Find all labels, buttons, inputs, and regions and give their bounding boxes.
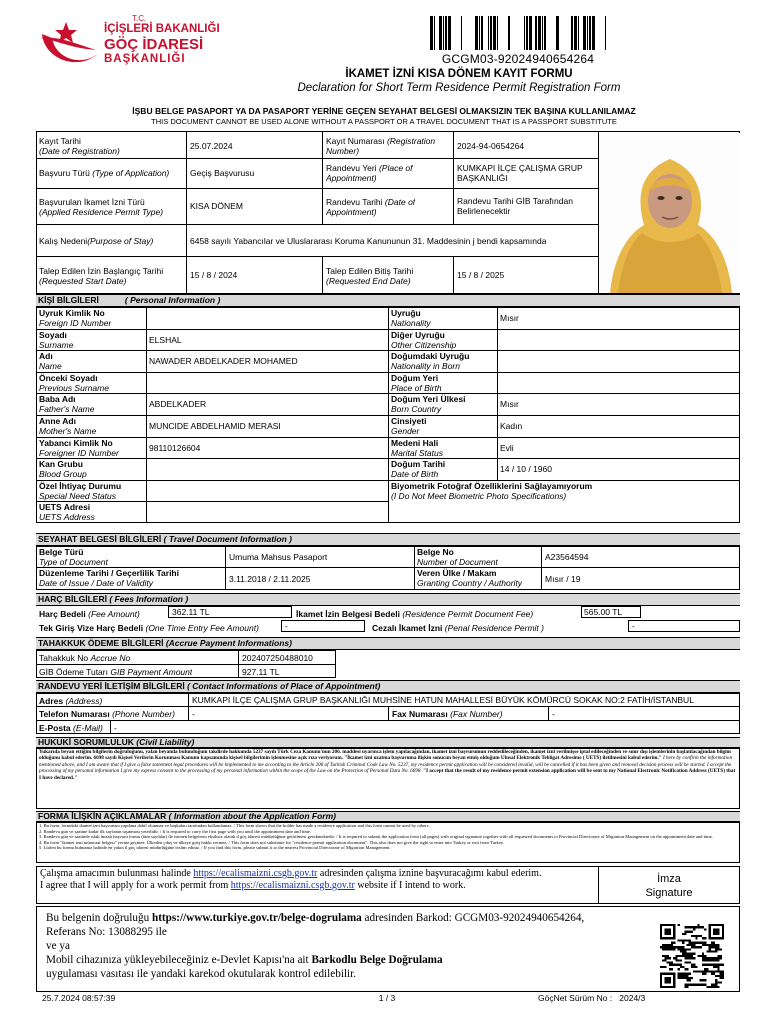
logo-line1: İÇİŞLERİ BAKANLIĞI bbox=[104, 23, 220, 35]
warning-tr: İŞBU BELGE PASAPORT YA DA PASAPORT YERİNE GEÇEN SEYAHAT BELGESİ OLMAKSIZIN TEK BAŞINA KULLANILAMAZ bbox=[132, 106, 636, 116]
harc-bedeli-value: 362.11 TL bbox=[172, 607, 210, 617]
person-label-left: Anne Adı Mother's Name bbox=[39, 416, 97, 436]
form-title: İKAMET İZNİ KISA DÖNEM KAYIT FORMU bbox=[345, 68, 573, 80]
person-label-right: Medeni Hali Marital Status bbox=[391, 438, 443, 458]
person-label-right: Doğum Yeri Ülkesi Born Country bbox=[391, 394, 466, 414]
person-value-left: ELSHAL bbox=[149, 335, 182, 345]
qr-code bbox=[660, 924, 724, 988]
person-label-right: Diğer Uyruğu Other Citizenship bbox=[391, 330, 457, 350]
eposta-label: E-Posta (E-Mail) bbox=[39, 723, 103, 733]
belge-turu-value: Umuma Mahsus Pasaport bbox=[229, 552, 328, 562]
person-label-right: Doğum Yeri Place of Birth bbox=[391, 373, 442, 393]
barcode-text: GCGM03-92024940654264 bbox=[441, 52, 595, 66]
ceza-label: Cezalı İkamet İzni (Penal Residence Permit ) bbox=[372, 623, 544, 633]
person-label-left: Yabancı Kimlik No Foreigner ID Number bbox=[39, 438, 119, 458]
person-label-left: Soyadı Surname bbox=[39, 330, 74, 350]
person-label-right: Uyruğu Nationality bbox=[391, 308, 431, 328]
telefon-value: - bbox=[192, 709, 195, 719]
person-value-right: Kadın bbox=[500, 421, 523, 431]
vize-value: - bbox=[285, 621, 288, 631]
kayit-no-value: 2024-94-0654264 bbox=[457, 141, 525, 151]
basvuru-turu-label: Başvuru Türü (Type of Application) bbox=[39, 168, 170, 178]
section-harc: HARÇ BİLGİLERİ ( Fees Information ) bbox=[36, 593, 740, 606]
person-label-left: Kan Grubu Blood Group bbox=[39, 459, 87, 479]
footer-version: GöçNet Sürüm No : 2024/3 bbox=[538, 993, 646, 1003]
gecerlilik-label: Düzenleme Tarihi / Geçerlilik Tarihi Date of Issue / Date of Validity bbox=[39, 568, 179, 588]
bitis-value: 15 / 8 / 2025 bbox=[457, 270, 505, 280]
person-value-right: Mısır bbox=[500, 399, 519, 409]
form-info-item: 5. Lütfen bu formu bulmanız halinde en yakın il göç idaresi müdürlüğüne teslim ediniz. / If you find this form, please submit it to the nearest Provincial Directorate of Migration Management. bbox=[39, 845, 391, 851]
kalis-nedeni-label: Kalış Nedeni(Purpose of Stay) bbox=[39, 236, 154, 246]
person-label-right: Doğum Tarihi Date of Birth bbox=[391, 459, 446, 479]
belge-bedeli-label: İkamet İzin Belgesi Bedeli (Residence Permit Document Fee) bbox=[296, 609, 534, 619]
form-title-en: Declaration for Short Term Residence Permit Registration Form bbox=[297, 82, 621, 94]
section-hukuki: HUKUKİ SORUMLULUK (Civil Liability) bbox=[36, 737, 740, 748]
form-info-item: 1. Bu form, formdaki ikamet izni başvurusu yapılana dahil olunmaz ve başkaları tarafından kullanılamaz. / This form shows that the holder has made a residence application and this form cannot be used by others. bbox=[39, 823, 430, 828]
form-info-item: 3. Randevu gün ve saatinde ıslak imzalı başvuru formu (tüm sayfalar) ile istenen belgelerin eksiksiz olarak il göç idaresi müdürlüğüne getirilmesi gerekmektedir. / It is required to submit the application form (all pages) with original signature together with all requested documents to Provincial Directorate of Migration Management on the appointment date and time. bbox=[39, 834, 713, 840]
person-value-left: NAWADER ABDELKADER MOHAMED bbox=[149, 356, 298, 366]
logo-line2: GÖÇ İDARESİ bbox=[104, 36, 204, 53]
telefon-label: Telefon Numarası (Phone Number) bbox=[39, 709, 175, 719]
izin-turu-label: Başvurulan İkamet İzni Türü (Applied Residence Permit Type) bbox=[39, 197, 164, 217]
adres-label: Adres (Address) bbox=[39, 696, 103, 706]
person-value-right: 14 / 10 / 1960 bbox=[500, 464, 552, 474]
person-label-left: Uyruk Kimlik No Foreign ID Number bbox=[39, 308, 112, 328]
bitis-label: Talep Edilen Bitiş Tarihi (Requested End Date) bbox=[326, 266, 414, 286]
belge-bedeli-value: 565.00 TL bbox=[584, 607, 623, 617]
work-permit-text: Çalışma amacımın bulunması halinde https://ecalismaizni.csgb.gov.tr adresinden çalışma iznine başvuracağımı kabul ederim. I agree that I will apply for a work permit from https://ecalismaizni.csgb.gov.tr website if I intend to work. bbox=[40, 868, 542, 891]
barcode bbox=[430, 16, 606, 50]
biometric-note: Biyometrik Fotoğraf Özelliklerini Sağlayamıyorum (I Do Not Meet Biometric Photo Specifications) bbox=[391, 481, 593, 501]
signature-label: İmza Signature bbox=[645, 873, 693, 899]
person-label-right: Cinsiyeti Gender bbox=[391, 416, 427, 436]
belge-no-value: A23564594 bbox=[545, 552, 589, 562]
footer-datetime: 25.7.2024 08:57:39 bbox=[42, 993, 116, 1003]
izin-turu-value: KISA DÖNEM bbox=[190, 201, 243, 211]
kayit-no-label: Kayıt Numarası (Registration Number) bbox=[326, 136, 436, 156]
footer-page: 1 / 3 bbox=[378, 993, 396, 1003]
gib-tutar-value: 927.11 TL bbox=[242, 667, 280, 677]
verification-text: Bu belgenin doğruluğu https://www.turkiye.gov.tr/belge-dogrulama adresinden Barkod: GCGM03-92024940654264, Referans No: 13088295 ile ve ya Mobil cihazınıza yükleyebileceğiniz e-Devlet Kapısı'na ait Barkodlu Belge Doğrulama uygulaması vasıtası ile yandaki karekod okutularak kontrol edilebilir. bbox=[46, 912, 585, 980]
harc-bedeli-label: Harç Bedeli (Fee Amount) bbox=[39, 609, 140, 619]
randevu-yeri-value: KUMKAPI İLÇE ÇALIŞMA GRUP BAŞKANLIĞI bbox=[457, 163, 583, 183]
gib-tutar-label: GİB Ödeme Tutarı GIB Payment Amount bbox=[39, 667, 193, 677]
person-value-right: Mısır bbox=[500, 313, 519, 323]
baslangic-value: 15 / 8 / 2024 bbox=[190, 270, 238, 280]
belge-turu-label: Belge Türü Type of Document bbox=[39, 547, 108, 567]
form-info-item: 2. Randevu gün ve saatine kadar ilk sayfanın taşınması yeterlidir. / It is required to carry the first page with you until the appointment date and time. bbox=[39, 828, 312, 834]
person-value-left: MUNCIDE ABDELHAMID MERASI bbox=[149, 421, 281, 431]
belge-no-label: Belge No Number of Document bbox=[417, 547, 498, 567]
civil-liability-text: Yukarıda beyan ettiğim bilgilerin doğruluğunu, yalan beyanda bulunduğum takdirde hakkımda 5237 sayılı Türk Ceza Kanunu'nun 206. maddesi uyarınca işlem yapılacağından, ikamet izni başvurumun reddedileceğinden, ikamet izni verilmişse iptal edileceğinden ve sınır dışı işlemlerinin başlatılacağından bilgim olduğunu kabul ederim. 6698 sayılı Kişisel Verilerin Korunması Kanunu kapsamında kişisel bilgilerimin işlenmesine açık rıza veriyorum. "İkamet izni uzatma başvuruma ilişkin sonucun beyan etmiş olduğum Ulusal Elektronik Tebligat Adresime ( UETS) iletilmesini kabul ederim." I here by confirm the information mentioned above, and I am aware that if I give a false statement legal procedures will be implemented to me according to the Article 206 of Turkish Criminal Code Law No. 5237, my residence permit application will be considered invalid, will be cancelled if it has been given and removal decision process will be started. I accept the processing of my personal information I give my express consent to the processing of my personal information within the scope of the Law on the Protection of Personal Data No. 6698. "I accept that the result of my residence permit extension application will be sent to my National Electronic Notification Address (UETS) that I have declared." bbox=[39, 749, 736, 781]
section-seyahat: SEYAHAT BELGESİ BİLGİLERİ ( Travel Document Information ) bbox=[36, 533, 740, 546]
kayit-tarihi-value: 25.07.2024 bbox=[190, 141, 233, 151]
logo-text bbox=[104, 14, 220, 66]
fax-value: - bbox=[552, 709, 555, 719]
form-info-list bbox=[39, 823, 737, 862]
person-label-left: Baba Adı Father's Name bbox=[39, 394, 95, 414]
person-label-left: Adı Name bbox=[39, 351, 62, 371]
verification-url[interactable]: https://www.turkiye.gov.tr/belge-dogrulama bbox=[151, 912, 362, 924]
person-value-left: ABDELKADER bbox=[149, 399, 207, 409]
applicant-photo bbox=[600, 133, 740, 293]
warning-en: THIS DOCUMENT CANNOT BE USED ALONE WITHOUT A PASSPORT OR A TRAVEL DOCUMENT THAT IS A PASSPORT SUBSTITUTE bbox=[151, 117, 617, 126]
person-label-left: Özel İhtiyaç Durumu Special Need Status bbox=[39, 481, 122, 501]
randevu-tarihi-value: Randevu Tarihi GİB Tarafından Belirlenecektir bbox=[457, 196, 573, 216]
adres-value: KUMKAPI İLÇE ÇALIŞMA GRUP BAŞKANLIĞI MUHSİNE HATUN MAHALLESİ BÜYÜK KÖMÜRCÜ SOKAK NO:2 FATİH/İSTANBUL bbox=[192, 695, 694, 705]
form-info-item: 4. Bu form "ikamet izni mūracaat belgesi" yerine geçmez. Ülkeden çıkış ve ülkeye giriş hakkı vermez. / This form does not substitute for "residence permit application document". This also does not give the right to enter into Turkey or exit from Turkey. bbox=[39, 839, 505, 845]
fax-label: Fax Numarası (Fax Number) bbox=[392, 709, 503, 719]
kayit-tarihi-label: Kayıt Tarihi (Date of Registration) bbox=[39, 136, 120, 156]
person-value-left: 98110126604 bbox=[149, 443, 201, 453]
eposta-value: - bbox=[114, 723, 117, 733]
ceza-value: - bbox=[632, 621, 635, 631]
section-kisi: KİŞİ BİLGİLERİ ( Personal Information ) bbox=[36, 294, 740, 307]
tahakkuk-no-label: Tahakkuk No Accrue No bbox=[39, 653, 131, 663]
person-label-left: Önceki Soyadı Previous Surname bbox=[39, 373, 109, 393]
section-tahakkuk: TAHAKKUK ÖDEME BİLGİLERİ (Accrue Payment Informations) bbox=[36, 637, 740, 650]
work-permit-link-2[interactable]: https://ecalismaizni.csgb.gov.tr bbox=[230, 880, 355, 891]
work-permit-link-1[interactable]: https://ecalismaizni.csgb.gov.tr bbox=[193, 868, 318, 879]
person-label-right: Doğumdaki Uyruğu Nationality in Born bbox=[391, 351, 470, 371]
logo-line3: BAŞKANLIĞI bbox=[104, 53, 186, 65]
basvuru-turu-value: Geçiş Başvurusu bbox=[190, 168, 255, 178]
section-forma: FORMA İLİŞKİN AÇIKLAMALAR ( Information about the Application Form) bbox=[36, 811, 740, 822]
gecerlilik-value: 3.11.2018 / 2.11.2025 bbox=[229, 574, 311, 584]
veren-label: Veren Ülke / Makam Granting Country / Authority bbox=[417, 568, 523, 588]
vize-label: Tek Giriş Vize Harç Bedeli (One Time Entry Fee Amount) bbox=[39, 623, 259, 633]
randevu-yeri-label: Randevu Yeri (Place of Appointment) bbox=[326, 163, 413, 183]
baslangic-label: Talep Edilen İzin Başlangıç Tarihi (Requested Start Date) bbox=[39, 266, 164, 286]
person-value-right: Evli bbox=[500, 443, 514, 453]
kalis-nedeni-value: 6458 sayılı Yabancılar ve Uluslararası Koruma Kanununun 31. Maddesinin j bendi kapsamında bbox=[190, 236, 547, 246]
person-label-left: UETS Adresi UETS Address bbox=[39, 502, 95, 522]
logo-tc: T.C. bbox=[132, 14, 147, 23]
tahakkuk-no-value: 202407250488010 bbox=[242, 653, 313, 663]
section-randevu: RANDEVU YERİ İLETİŞİM BİLGİLERİ ( Contact Informations of Place of Appointment) bbox=[36, 680, 740, 693]
veren-value: Mısır / 19 bbox=[545, 574, 581, 584]
randevu-tarihi-label: Randevu Tarihi (Date of Appointment) bbox=[326, 197, 416, 217]
